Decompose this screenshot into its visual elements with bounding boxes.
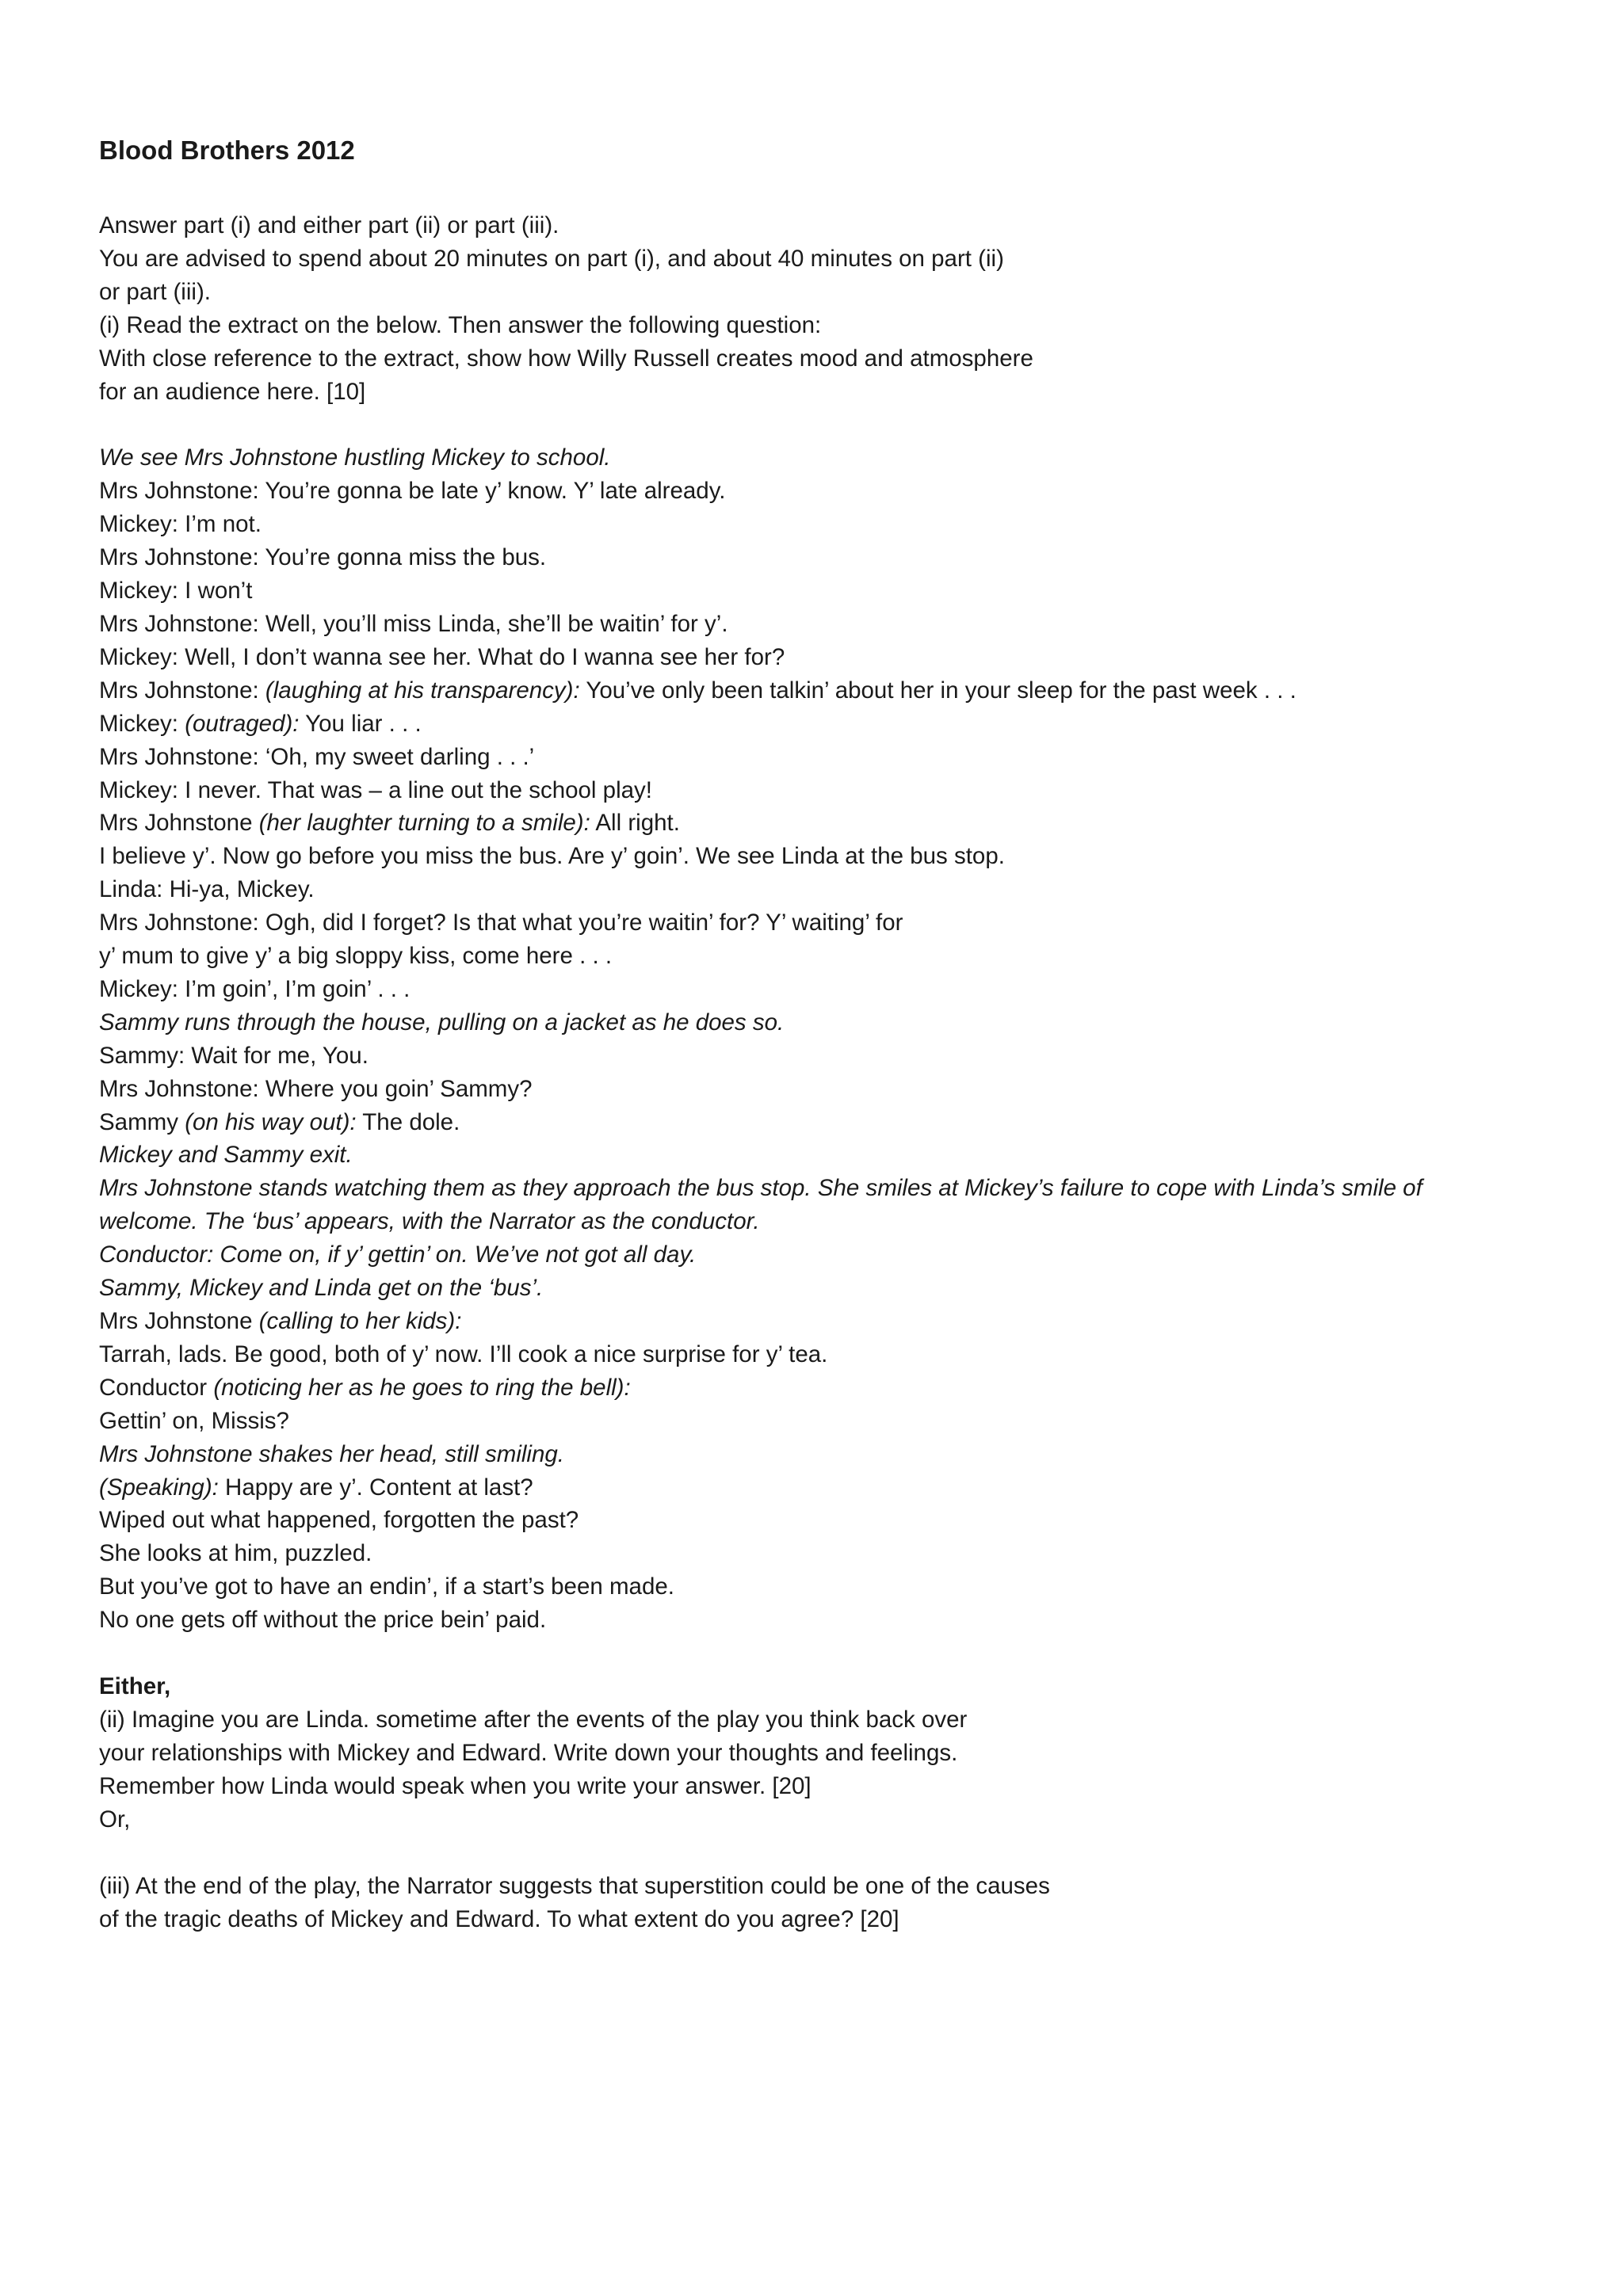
dialogue-text: Mickey: I’m not. <box>99 511 262 538</box>
extract-line <box>99 1073 1536 1106</box>
extract-line <box>99 608 1536 641</box>
extract-line <box>99 1039 1536 1073</box>
extract-line <box>99 1238 1536 1272</box>
extract-line <box>99 1504 1536 1537</box>
page-title: Blood Brothers 2012 <box>99 135 355 165</box>
extract-line <box>99 541 1536 574</box>
spacer <box>99 1836 1536 1870</box>
extract-line <box>99 840 1536 873</box>
stage-direction: Conductor: Come on, if y’ gettin’ on. We’ve not got all day. <box>99 1241 697 1268</box>
extract-line <box>99 475 1536 508</box>
extract-line <box>99 674 1536 707</box>
part-ii-block <box>99 1670 1536 1836</box>
stage-direction: Mrs Johnstone stands watching them as they approach the bus stop. She smiles at Mickey’s failure to cope with Linda’s smile of <box>99 1175 1423 1202</box>
dialogue-text: Mickey: Well, I don’t wanna see her. What do I wanna see her for? <box>99 643 785 670</box>
instruction-line: (i) Read the extract on the below. Then answer the following question: <box>99 311 822 338</box>
dialogue-text: Mrs Johnstone <box>99 1308 259 1334</box>
dialogue-text: Happy are y’. Content at last? <box>218 1474 533 1501</box>
extract-line <box>99 574 1536 608</box>
dialogue-text: I believe y’. Now go before you miss the bus. Are y’ goin’. We see Linda at the bus stop. <box>99 843 1005 870</box>
extract-line <box>99 774 1536 807</box>
question-line: your relationships with Mickey and Edward. Write down your thoughts and feelings. <box>99 1739 958 1766</box>
extract-line <box>99 1570 1536 1604</box>
extract-line <box>99 940 1536 973</box>
stage-direction: Sammy runs through the house, pulling on a jacket as he does so. <box>99 1009 785 1035</box>
extract-line <box>99 1138 1536 1172</box>
extract-line <box>99 1604 1536 1637</box>
part-iii-block <box>99 1870 1536 1936</box>
extract-line <box>99 1205 1536 1238</box>
dialogue-text: You liar . . . <box>299 710 422 737</box>
dialogue-text: Conductor <box>99 1374 214 1401</box>
dialogue-text: y’ mum to give y’ a big sloppy kiss, come here . . . <box>99 943 613 970</box>
dialogue-text: Mrs Johnstone <box>99 810 259 837</box>
stage-direction: (laughing at his transparency): <box>265 677 580 704</box>
stage-direction: (her laughter turning to a smile): <box>258 810 590 837</box>
dialogue-text: Linda: Hi-ya, Mickey. <box>99 876 315 903</box>
stage-direction: (noticing her as he goes to ring the bell): <box>213 1374 631 1401</box>
dialogue-text: No one gets off without the price bein’ paid. <box>99 1607 547 1634</box>
extract-line <box>99 973 1536 1006</box>
dialogue-text: Mickey: I never. That was – a line out the school play! <box>99 776 652 803</box>
extract-line <box>99 1371 1536 1405</box>
dialogue-text: Mrs Johnstone: <box>99 677 265 704</box>
extract-line <box>99 1272 1536 1305</box>
extract-line <box>99 807 1536 840</box>
dialogue-text: Mrs Johnstone: You’re gonna be late y’ know. Y’ late already. <box>99 478 726 505</box>
stage-direction: (outraged): <box>185 710 300 737</box>
dialogue-text: Mickey: I’m goin’, I’m goin’ . . . <box>99 975 411 1002</box>
extract-line <box>99 873 1536 906</box>
dialogue-text: Sammy: Wait for me, You. <box>99 1042 369 1069</box>
question-line: Remember how Linda would speak when you write your answer. [20] <box>99 1772 812 1799</box>
stage-direction: (calling to her kids): <box>258 1308 462 1334</box>
instruction-line: for an audience here. [10] <box>99 378 366 405</box>
stage-direction: (Speaking): <box>99 1474 219 1501</box>
extract-line <box>99 1471 1536 1505</box>
dialogue-text: You’ve only been talkin’ about her in your sleep for the past week . . . <box>579 677 1296 704</box>
extract-line <box>99 1006 1536 1039</box>
extract-line <box>99 1438 1536 1471</box>
spacer <box>99 408 1536 441</box>
dialogue-text: Gettin’ on, Missis? <box>99 1407 289 1434</box>
extract-line <box>99 1537 1536 1570</box>
or-label: Or, <box>99 1806 131 1833</box>
extract-line <box>99 707 1536 741</box>
dialogue-text: Sammy <box>99 1108 185 1135</box>
dialogue-text: Mrs Johnstone: Ogh, did I forget? Is that what you’re waitin’ for? Y’ waiting’ for <box>99 910 903 936</box>
extract-line <box>99 1106 1536 1139</box>
dialogue-text: Mickey: <box>99 710 185 737</box>
either-label: Either, <box>99 1673 171 1700</box>
dialogue-text: All right. <box>590 810 680 837</box>
extract-line <box>99 1405 1536 1438</box>
stage-direction: Mickey and Sammy exit. <box>99 1142 353 1169</box>
spacer <box>99 1637 1536 1670</box>
dialogue-text: Mrs Johnstone: Where you goin’ Sammy? <box>99 1075 533 1102</box>
dialogue-text: Mrs Johnstone: Well, you’ll miss Linda, she’ll be waitin’ for y’. <box>99 610 728 637</box>
play-extract <box>99 441 1536 1637</box>
dialogue-text: Tarrah, lads. Be good, both of y’ now. I’ll cook a nice surprise for y’ tea. <box>99 1341 828 1367</box>
extract-line <box>99 508 1536 541</box>
extract-line <box>99 1305 1536 1338</box>
stage-direction: We see Mrs Johnstone hustling Mickey to school. <box>99 444 611 471</box>
dialogue-text: Mrs Johnstone: You’re gonna miss the bus. <box>99 544 547 571</box>
stage-direction: (on his way out): <box>185 1108 357 1135</box>
extract-line <box>99 1338 1536 1371</box>
instruction-line: or part (iii). <box>99 278 211 305</box>
extract-line <box>99 641 1536 674</box>
dialogue-text: Mickey: I won’t <box>99 578 253 605</box>
stage-direction: Mrs Johnstone shakes her head, still smiling. <box>99 1440 564 1467</box>
instructions-block <box>99 209 1536 408</box>
stage-direction: Sammy, Mickey and Linda get on the ‘bus’. <box>99 1275 544 1302</box>
dialogue-text: But you’ve got to have an endin’, if a start’s been made. <box>99 1573 674 1600</box>
dialogue-text: She looks at him, puzzled. <box>99 1540 372 1567</box>
instruction-line: You are advised to spend about 20 minutes on part (i), and about 40 minutes on part (ii) <box>99 245 1004 272</box>
extract-line <box>99 1172 1536 1205</box>
stage-direction: welcome. The ‘bus’ appears, with the Narrator as the conductor. <box>99 1208 760 1235</box>
extract-line <box>99 441 1536 475</box>
dialogue-text: Mrs Johnstone: ‘Oh, my sweet darling . . .’ <box>99 743 535 770</box>
instruction-line: Answer part (i) and either part (ii) or part (iii). <box>99 212 559 238</box>
extract-line <box>99 741 1536 774</box>
dialogue-text: The dole. <box>356 1108 460 1135</box>
question-line: (ii) Imagine you are Linda. sometime after the events of the play you think back over <box>99 1706 968 1733</box>
dialogue-text: Wiped out what happened, forgotten the past? <box>99 1507 579 1534</box>
instruction-line: With close reference to the extract, show how Willy Russell creates mood and atmosphere <box>99 345 1033 372</box>
extract-line <box>99 906 1536 940</box>
question-line: (iii) At the end of the play, the Narrator suggests that superstition could be one of the causes <box>99 1872 1050 1899</box>
question-line: of the tragic deaths of Mickey and Edward. To what extent do you agree? [20] <box>99 1905 899 1932</box>
